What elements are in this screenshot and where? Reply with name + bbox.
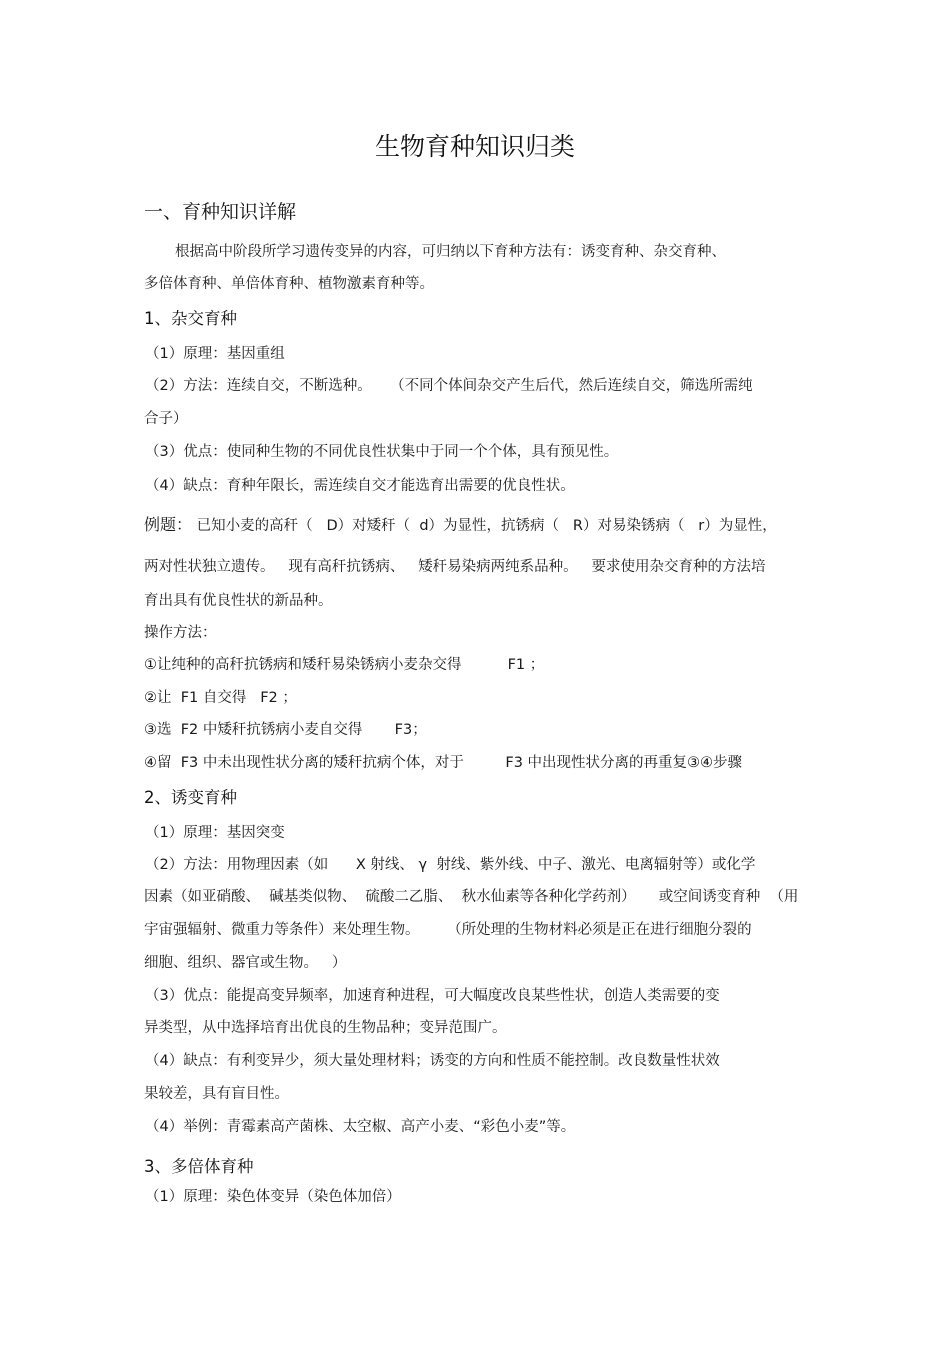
mutation-line-7: 异类型，从中选择培育出优良的生物品种；变异范围广。 xyxy=(144,1020,507,1036)
section-heading-1: 一、育种知识详解 xyxy=(144,201,297,223)
polyploid-line-1: （1）原理：染色体变异（染色体加倍） xyxy=(145,1189,401,1205)
mutation-line-2: （2）方法：用物理因素（如 X 射线、 γ 射线、紫外线、中子、激光、电离辐射等）或化学 xyxy=(145,857,756,873)
subsection-heading-mutation: 2、诱变育种 xyxy=(144,788,237,807)
hybrid-line-2: （2）方法：连续自交，不断选种。 （不同个体间杂交产生后代，然后连续自交，筛选所需纯 xyxy=(145,378,753,394)
subsection-heading-polyploid: 3、多倍体育种 xyxy=(144,1157,254,1176)
hybrid-line-4: （3）优点：使同种生物的不同优良性状集中于同一个个体，具有预见性。 xyxy=(145,444,619,460)
hybrid-line-3: 合子） xyxy=(144,411,188,427)
intro-line-2: 多倍体育种、单倍体育种、植物激素育种等。 xyxy=(144,276,434,292)
example-label: 例题： xyxy=(144,515,193,534)
step-4: ④留 F3 中未出现性状分离的矮秆抗病个体，对于 F3 中出现性状分离的再重复③④步骤 xyxy=(144,755,743,771)
step-2: ②让 F1 自交得 F2 ； xyxy=(144,690,297,706)
mutation-line-9: 果较差，具有盲目性。 xyxy=(144,1086,289,1102)
mutation-line-4: 宇宙强辐射、微重力等条件）来处理生物。 （所处理的生物材料必须是正在进行细胞分裂的 xyxy=(144,922,752,938)
step-3: ③选 F2 中矮秆抗锈病小麦自交得 F3； xyxy=(144,722,427,738)
mutation-line-3: 因素（如亚硝酸、 碱基类似物、 硫酸二乙脂、 秋水仙素等各种化学药剂） 或空间诱变育种 （用 xyxy=(144,889,799,905)
step-1: ①让纯种的高秆抗锈病和矮秆易染锈病小麦杂交得 F1 ； xyxy=(144,657,545,673)
example-line-3: 育出具有优良性状的新品种。 xyxy=(144,593,333,609)
mutation-line-1: （1）原理：基因突变 xyxy=(145,825,285,841)
page-title: 生物育种知识归类 xyxy=(374,132,575,161)
example-line-2: 两对性状独立遗传。 现有高秆抗锈病、 矮秆易染病两纯系品种。 要求使用杂交育种的方法培 xyxy=(144,559,766,575)
hybrid-line-1: （1）原理：基因重组 xyxy=(145,346,285,362)
intro-line-1: 根据高中阶段所学习遗传变异的内容，可归纳以下育种方法有：诱变育种、杂交育种、 xyxy=(175,244,726,260)
example-line-4: 操作方法： xyxy=(144,625,217,641)
mutation-line-6: （3）优点：能提高变异频率，加速育种进程，可大幅度改良某些性状，创造人类需要的变 xyxy=(145,988,720,1004)
mutation-line-10: （4）举例：青霉素高产菌株、太空椒、高产小麦、“彩色小麦”等。 xyxy=(145,1119,576,1135)
mutation-line-5: 细胞、组织、器官或生物。 ） xyxy=(144,955,347,971)
example-text: 已知小麦的高秆（ D）对矮秆（ d）为显性，抗锈病（ R）对易染锈病（ r）为显性， xyxy=(196,518,777,534)
mutation-line-8: （4）缺点：有利变异少，须大量处理材料；诱变的方向和性质不能控制。改良数量性状效 xyxy=(145,1053,720,1069)
hybrid-line-5: （4）缺点：育种年限长，需连续自交才能选育出需要的优良性状。 xyxy=(145,478,575,494)
subsection-heading-hybrid: 1、杂交育种 xyxy=(144,309,237,328)
example-line-1 xyxy=(144,516,777,535)
